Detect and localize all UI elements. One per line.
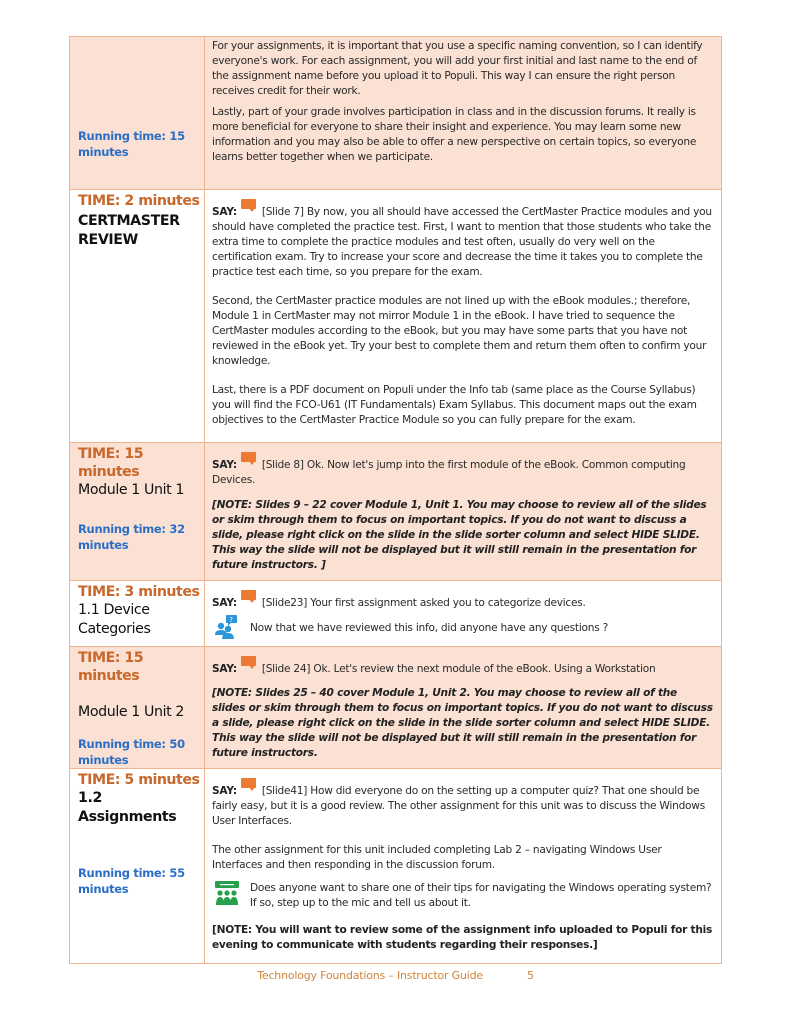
row-label-cell [70,581,205,647]
running-time: Running time: 15 minutes [78,129,185,159]
running-time: Running time: 50 minutes [78,737,185,767]
say-label: SAY: [212,785,237,797]
row-label-cell [70,37,205,190]
say-paragraph [212,590,713,611]
running-time: Running time: 32 minutes [78,522,185,552]
running-time: Running time: 55 minutes [78,866,185,896]
say-label: SAY: [212,206,237,218]
row-content-cell [205,769,722,964]
say-text: [Slide 8] Ok. Now let's jump into the first module of the eBook. Common computing Devices. [212,459,686,486]
table-row-module1-unit2 [70,647,722,769]
table-row-device-categories [70,581,722,647]
time-label: TIME: 3 minutes [78,584,200,600]
say-label: SAY: [212,663,237,675]
time-label: TIME: 5 minutes [78,772,200,788]
discussion-prompt [212,881,713,911]
speech-bubble-icon [241,590,256,603]
say-text: [Slide41] How did everyone do on the setting up a computer quiz? That one should be fairly easy, but it is a good review. The other assignment for this unit was to discuss the Windows User Interfaces. [212,785,705,827]
say-paragraph [212,778,713,829]
discussion-text: Does anyone want to share one of their tips for navigating the Windows operating system? If so, step up to the mic and tell us about it. [250,882,712,909]
row-label-cell [70,443,205,581]
instructor-note: [NOTE: Slides 25 – 40 cover Module 1, Unit 2. You may choose to review all of the slides or skim through them to focus on important topics. If you do not want to discuss a slide, please right click on the slide in the slide sorter column and select HIDE SLIDE. This way the slide will not be displayed but it will still remain in the presentation for future instructors. [212,687,713,759]
row-label-cell [70,190,205,443]
row-content-cell [205,37,722,190]
section-title: Module 1 Unit 1 [78,482,185,498]
row-content-cell [205,443,722,581]
table-row-assignments [70,769,722,964]
row-content-cell [205,647,722,769]
section-title: 1.1 Device Categories [78,602,151,637]
say-label: SAY: [212,459,237,471]
footer-title: Technology Foundations – Instructor Guide [257,969,483,982]
group-presentation-icon [214,881,240,905]
discussion-prompt [212,615,713,639]
discussion-text: Now that we have reviewed this info, did anyone have any questions ? [250,622,608,634]
say-text: [Slide23] Your first assignment asked you to categorize devices. [261,597,586,609]
table-row-certmaster-review [70,190,722,443]
row-label-cell [70,647,205,769]
say-label: SAY: [212,597,237,609]
instructor-note: [NOTE: Slides 9 – 22 cover Module 1, Unit 1. You may choose to review all of the slides or skim through them to focus on important topics. If you do not want to discuss a slide, please right click on the slide in the slide sorter column and select HIDE SLIDE. This way the slide will not be displayed but it will still remain in the presentation for future instructors. ] [212,499,707,571]
paragraph: Last, there is a PDF document on Populi under the Info tab (same place as the Course Syllabus) you will find the FCO-U61 (IT Fundamentals) Exam Syllabus. This document maps out the exam objectives to the CertMaster Practice Module so you can fully prepare for the exam. [212,384,697,426]
table-row-module1-unit1 [70,443,722,581]
say-paragraph [212,656,713,677]
say-text: [Slide 7] By now, you all should have accessed the CertMaster Practice modules and you should have completed the practice test. First, I want to mention that those students who take the extra time to complete the practice modules and test often, usually do very well on the certification exam. Try to increase your score and decrease the time it takes you to complete the practice test each time, so you prepare for the exam. [212,206,712,278]
row-label-cell [70,769,205,964]
speech-bubble-icon [241,778,256,791]
say-text: [Slide 24] Ok. Let's review the next module of the eBook. Using a Workstation [261,663,656,675]
section-title: CERTMASTER REVIEW [78,213,180,248]
question-people-icon [214,615,240,639]
section-title: 1.2 Assignments [78,790,177,825]
paragraph: Second, the CertMaster practice modules are not lined up with the eBook modules.; therefore, Module 1 in CertMaster may not mirror Module 1 in the eBook. I have tried to sequence the CertMaster modules according to the eBook, but you may have some parts that you have not reviewed in the eBook yet. Try your best to complete them and return them often to confirm your knowledge. [212,295,707,367]
speech-bubble-icon [241,656,256,669]
paragraph: The other assignment for this unit included completing Lab 2 – navigating Windows User Interfaces and then responding in the discussion forum. [212,844,662,871]
row-content-cell [205,190,722,443]
instructor-note: [NOTE: You will want to review some of the assignment info uploaded to Populi for this evening to communicate with students regarding their responses.] [212,924,713,951]
time-label: TIME: 15 minutes [78,650,144,684]
paragraph: Lastly, part of your grade involves participation in class and in the discussion forums. It really is more beneficial for everyone to share their insight and experience. You may learn some new information and you may also be able to offer a new perspective on certain topics, so everyone learns better together when we participate. [212,106,697,163]
time-label: TIME: 2 minutes [78,193,200,209]
instructor-guide-table [69,36,722,964]
time-label: TIME: 15 minutes [78,446,144,480]
svg-text:?: ? [229,615,233,624]
say-paragraph [212,452,713,488]
paragraph: For your assignments, it is important that you use a specific naming convention, so I can identify everyone's work. For each assignment, you will add your first initial and last name to the end of the assignment name before you upload it to Populi. This way I can ensure the right person receives credit for their work. [212,40,703,97]
say-paragraph [212,199,713,280]
speech-bubble-icon [241,199,256,212]
section-title: Module 1 Unit 2 [78,704,185,720]
row-content-cell [205,581,722,647]
page-number: 5 [526,969,534,982]
table-row-naming-convention [70,37,722,190]
speech-bubble-icon [241,452,256,465]
page-footer [0,969,791,982]
